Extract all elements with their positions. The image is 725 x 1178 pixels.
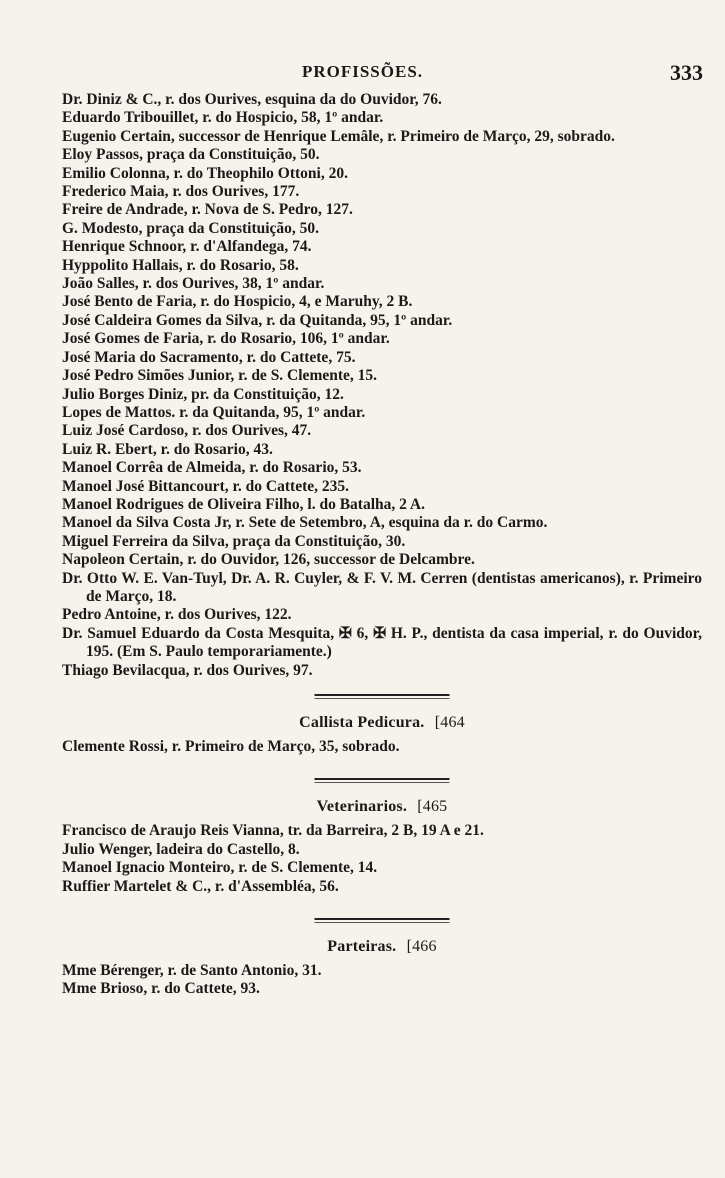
section-ref: [466 bbox=[406, 938, 437, 956]
list-entry: José Maria do Sacramento, r. do Cattete, 75. bbox=[62, 348, 356, 366]
running-title: PROFISSÕES. bbox=[301, 62, 424, 81]
section-ref: [464 bbox=[434, 714, 465, 731]
list-entry: Pedro Antoine, r. dos Ourives, 122. bbox=[62, 606, 292, 624]
list-entry: Miguel Ferreira da Silva, praça da Constituição, 30. bbox=[62, 532, 406, 550]
list-entry: João Salles, r. dos Ourives, 38, 1º andar. bbox=[62, 275, 325, 293]
section-veterinarios bbox=[62, 796, 702, 896]
list-entry: Manoel Rodrigues de Oliveira Filho, l. do Batalha, 2 A. bbox=[62, 495, 425, 513]
list-entry: Mme Bérenger, r. de Santo Antonio, 31. bbox=[62, 962, 322, 980]
list-entry: Manoel Corrêa de Almeida, r. do Rosario, 53. bbox=[62, 459, 362, 477]
list-entry: Hyppolito Hallais, r. do Rosario, 58. bbox=[62, 256, 299, 274]
list-entry: Clemente Rossi, r. Primeiro de Março, 35, sobrado. bbox=[62, 738, 400, 755]
list-entry: Henrique Schnoor, r. d'Alfandega, 74. bbox=[62, 238, 312, 256]
list-entry: Eugenio Certain, successor de Henrique Lemâle, r. Primeiro de Março, 29, sobrado. bbox=[62, 127, 615, 145]
list-entry: Julio Wenger, ladeira do Castello, 8. bbox=[62, 840, 300, 858]
list-entry: Dr. Diniz & C., r. dos Ourives, esquina da do Ouvidor, 76. bbox=[62, 91, 442, 108]
list-entry: Dr. Otto W. E. Van-Tuyl, Dr. A. R. Cuyler, & F. V. M. Cerren (dentistas americanos), r. Primeiro de Março, 18. bbox=[62, 569, 702, 605]
list-entry: Manoel Ignacio Monteiro, r. de S. Clemente, 14. bbox=[62, 859, 378, 877]
section-divider bbox=[62, 912, 702, 930]
list-entry: Francisco de Araujo Reis Vianna, tr. da Barreira, 2 B, 19 A e 21. bbox=[62, 822, 484, 840]
list-entry: Lopes de Mattos. r. da Quitanda, 95, 1º andar. bbox=[62, 403, 366, 421]
list-entry: Frederico Maia, r. dos Ourives, 177. bbox=[62, 183, 300, 201]
page-header bbox=[0, 60, 725, 86]
section-divider bbox=[62, 772, 702, 790]
page-number: 333 bbox=[670, 60, 703, 85]
list-entry: G. Modesto, praça da Constituição, 50. bbox=[62, 219, 320, 237]
list-entry: Manoel da Silva Costa Jr, r. Sete de Setembro, A, esquina da r. do Carmo. bbox=[62, 514, 548, 532]
section-title: Parteiras. bbox=[327, 938, 397, 956]
list-entry: Eloy Passos, praça da Constituição, 50. bbox=[62, 146, 320, 164]
section-ref: [465 bbox=[417, 798, 448, 816]
list-entry: José Bento de Faria, r. do Hospicio, 4, e Maruhy, 2 B. bbox=[62, 293, 413, 311]
list-entry: Freire de Andrade, r. Nova de S. Pedro, 127. bbox=[62, 201, 353, 219]
section-title: Veterinarios. bbox=[316, 798, 408, 816]
section-heading bbox=[62, 712, 702, 734]
list-entry: Dr. Samuel Eduardo da Costa Mesquita, ✠ 6, ✠ H. P., dentista da casa imperial, r. do Ouvidor, 195. (Em S. Paulo temporariamente.) bbox=[62, 624, 702, 661]
list-entry: Emilio Colonna, r. do Theophilo Ottoni, 20. bbox=[62, 164, 348, 182]
page-content bbox=[62, 91, 702, 999]
dentist-list bbox=[62, 91, 702, 680]
list-entry: José Caldeira Gomes da Silva, r. da Quitanda, 95, 1º andar. bbox=[62, 311, 453, 329]
list-entry: Luiz R. Ebert, r. do Rosario, 43. bbox=[62, 440, 273, 458]
section-divider bbox=[62, 688, 702, 706]
list-entry: Manoel José Bittancourt, r. do Cattete, 235. bbox=[62, 477, 349, 495]
list-entry: Napoleon Certain, r. do Ouvidor, 126, successor de Delcambre. bbox=[62, 551, 475, 569]
list-entry: José Gomes de Faria, r. do Rosario, 106, 1º andar. bbox=[62, 330, 390, 348]
list-entry: José Pedro Simões Junior, r. de S. Clemente, 15. bbox=[62, 367, 378, 385]
section-parteiras bbox=[62, 936, 702, 999]
list-entry: Julio Borges Diniz, pr. da Constituição, 12. bbox=[62, 385, 344, 403]
list-entry: Eduardo Tribouillet, r. do Hospicio, 58, 1º andar. bbox=[62, 109, 384, 127]
list-entry: Thiago Bevilacqua, r. dos Ourives, 97. bbox=[62, 661, 313, 679]
list-entry: Mme Brioso, r. do Cattete, 93. bbox=[62, 980, 260, 998]
list-entry: Ruffier Martelet & C., r. d'Assembléa, 56. bbox=[62, 877, 339, 895]
section-title: Callista Pedicura. bbox=[299, 714, 425, 731]
list-entry: Luiz José Cardoso, r. dos Ourives, 47. bbox=[62, 422, 312, 440]
section-callista bbox=[62, 712, 702, 756]
section-heading bbox=[62, 796, 702, 818]
section-heading bbox=[62, 936, 702, 958]
